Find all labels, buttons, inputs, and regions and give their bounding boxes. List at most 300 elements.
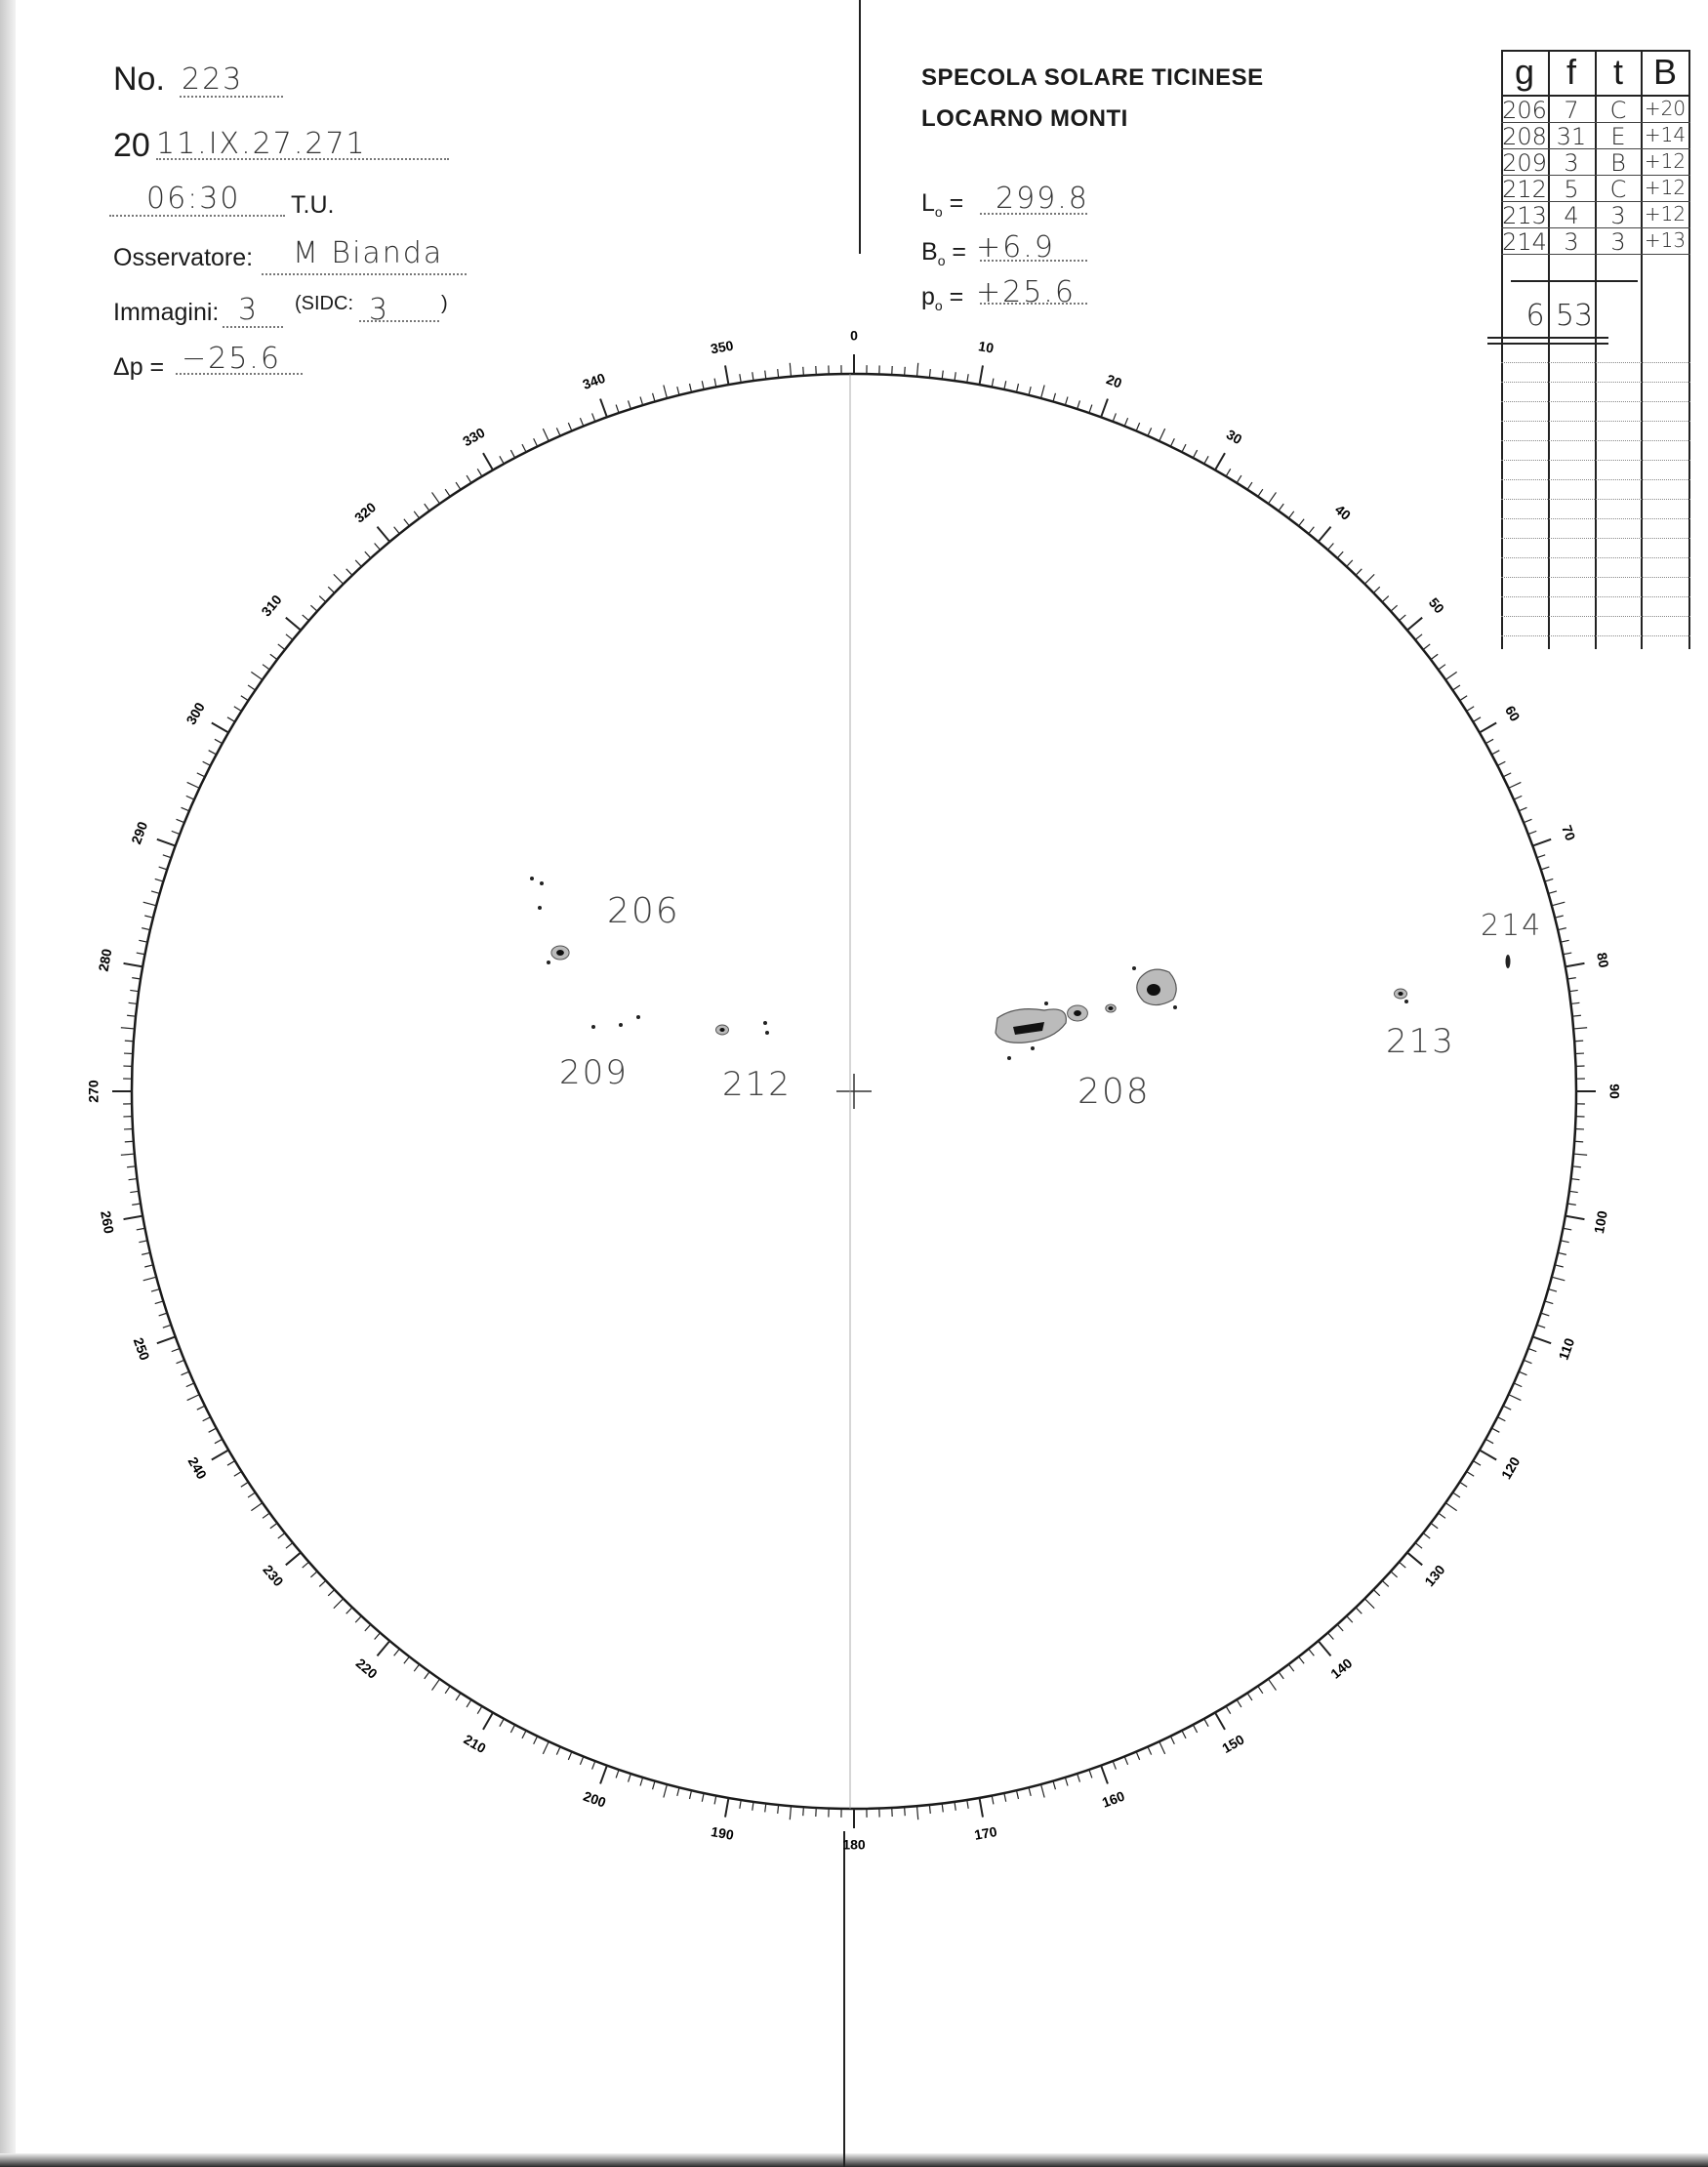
scale-tick: [543, 1741, 549, 1754]
scale-tick: [1572, 1166, 1581, 1167]
scale-tick: [121, 1154, 135, 1155]
scale-tick: [992, 379, 994, 388]
scale-tick: [124, 963, 143, 966]
scale-tick: [1089, 1770, 1092, 1779]
group-208-spot-umbra: [1108, 1006, 1113, 1010]
scale-tick: [510, 450, 514, 458]
scale-tick: [1514, 1383, 1522, 1387]
scale-tick: [1309, 527, 1315, 534]
scale-label: 110: [1555, 1335, 1578, 1363]
scale-tick: [278, 644, 285, 650]
scale-tick: [203, 761, 211, 765]
scale-tick: [1237, 475, 1241, 483]
scale-tick: [177, 819, 184, 822]
scale-tick: [483, 453, 493, 470]
number-value: 223: [182, 62, 244, 97]
scale-tick: [1347, 1616, 1353, 1623]
scale-tick: [310, 605, 317, 611]
scale-tick: [355, 1616, 361, 1623]
table-cell-f: 3: [1564, 228, 1579, 256]
scale-tick: [1373, 1590, 1379, 1596]
table-cell-g: 214: [1502, 228, 1547, 256]
table-cell-B: +13: [1644, 228, 1687, 252]
sidc-value: 3: [369, 293, 390, 327]
scale-tick: [143, 1277, 157, 1281]
scale-tick: [1247, 482, 1252, 490]
scale-tick: [1532, 839, 1551, 846]
scale-tick: [248, 685, 255, 690]
scale-tick: [483, 1713, 493, 1730]
images-label: Immagini:: [113, 299, 220, 326]
scale-tick: [1415, 1543, 1422, 1549]
b0-label: $B_o$ =: [921, 238, 967, 268]
scale-tick: [445, 1686, 450, 1693]
scale-tick: [803, 367, 804, 376]
col-header-g: g: [1514, 52, 1535, 92]
scale-tick: [1460, 1482, 1468, 1487]
scale-tick: [1485, 1439, 1493, 1443]
scale-tick: [1247, 1693, 1252, 1700]
b0-value: +6.9: [976, 230, 1055, 265]
scale-tick: [182, 807, 189, 811]
table-cell-f: 31: [1556, 123, 1587, 150]
scale-tick: [1552, 1277, 1566, 1281]
scale-tick: [1319, 527, 1331, 542]
scale-tick: [1399, 615, 1405, 621]
scale-tick: [1101, 399, 1108, 418]
scale-tick: [905, 367, 906, 376]
scale-tick: [163, 855, 172, 858]
scale-tick: [414, 511, 419, 518]
scale-tick: [263, 1513, 269, 1518]
group-206-spot-umbra: [556, 950, 564, 956]
scale-tick: [1545, 879, 1554, 881]
scale-tick: [1268, 492, 1276, 503]
scale-tick: [1497, 1417, 1505, 1421]
scale-tick: [365, 1624, 371, 1631]
group-label-206: 206: [607, 891, 680, 931]
scale-tick: [334, 1599, 344, 1609]
scale-tick: [1528, 831, 1536, 834]
scale-tick: [414, 1664, 419, 1671]
scale-label: 270: [85, 1080, 102, 1103]
scale-tick: [725, 1798, 728, 1818]
scale-tick: [1204, 1719, 1208, 1727]
scale-tick: [522, 444, 526, 452]
scale-tick: [500, 456, 504, 464]
scale-label: 210: [461, 1731, 489, 1757]
scale-tick: [1356, 569, 1362, 575]
scale-tick: [677, 387, 679, 395]
scale-tick: [752, 372, 753, 381]
group-206-dot: [540, 881, 544, 885]
scale-tick: [270, 1523, 277, 1528]
scale-label: 20: [1104, 371, 1124, 391]
scale-tick: [1514, 796, 1522, 799]
scale-tick: [425, 1672, 429, 1679]
scale-tick: [1480, 1451, 1496, 1460]
scale-tick: [1065, 1778, 1068, 1786]
table-cell-t: 3: [1610, 228, 1626, 256]
group-208-spot-umbra: [1074, 1010, 1081, 1016]
scale-tick: [942, 371, 943, 380]
scale-label: 190: [710, 1823, 736, 1843]
scale-tick: [1570, 1002, 1579, 1003]
scale-tick: [137, 1228, 145, 1230]
group-label-212: 212: [722, 1065, 792, 1104]
scale-tick: [752, 1802, 753, 1811]
scale-tick: [1431, 654, 1438, 659]
scale-tick: [286, 634, 293, 640]
scale-tick: [1364, 1599, 1374, 1609]
scale-tick: [929, 1805, 930, 1814]
scale-tick: [1555, 1265, 1564, 1267]
scale-tick: [1491, 751, 1499, 755]
scale-label: 160: [1099, 1787, 1127, 1811]
scale-label: 220: [352, 1655, 381, 1682]
scale-label: 30: [1223, 426, 1245, 448]
scale-tick: [1399, 1562, 1405, 1568]
scale-tick: [1485, 739, 1493, 743]
scale-tick: [1159, 429, 1165, 441]
scale-tick: [1089, 405, 1092, 414]
scale-tick: [1519, 807, 1526, 811]
time-unit: T.U.: [291, 191, 335, 219]
scale-tick: [182, 1371, 189, 1375]
scale-label: 250: [130, 1335, 153, 1363]
scale-tick: [568, 423, 572, 430]
scale-tick: [234, 707, 242, 712]
scale-tick: [702, 381, 704, 389]
scale-tick: [979, 1798, 982, 1818]
scale-tick: [629, 400, 631, 409]
scale-tick: [1268, 1679, 1276, 1690]
scale-tick: [1159, 1741, 1165, 1754]
scale-tick: [394, 527, 400, 534]
scale-tick: [1193, 1725, 1197, 1733]
scale-tick: [740, 374, 741, 383]
scale-tick: [1439, 665, 1445, 670]
scale-label: 140: [1327, 1655, 1356, 1682]
scale-tick: [1288, 511, 1293, 518]
scale-tick: [543, 429, 549, 441]
group-208-dot: [1044, 1002, 1048, 1005]
scale-tick: [1327, 1633, 1333, 1640]
scale-tick: [1541, 867, 1550, 870]
scale-tick: [1566, 963, 1585, 966]
scale-tick: [251, 1503, 262, 1511]
scale-tick: [467, 475, 471, 483]
scale-tick: [1452, 685, 1459, 690]
scale-tick: [1574, 1141, 1583, 1142]
scale-tick: [1148, 428, 1152, 435]
scale-tick: [1532, 1336, 1551, 1343]
scale-tick: [132, 978, 141, 979]
scale-tick: [187, 782, 200, 788]
observatory-name: SPECOLA SOLARE TICINESE: [921, 64, 1264, 91]
date-value: 11.IX.27.271: [156, 127, 367, 161]
scale-tick: [778, 1805, 779, 1814]
scale-tick: [186, 796, 194, 799]
scale-tick: [979, 365, 982, 385]
date-prefix: 20: [113, 127, 150, 164]
scale-tick: [310, 1572, 317, 1577]
scale-tick: [1101, 1766, 1108, 1784]
scale-tick: [664, 1784, 668, 1798]
scale-tick: [286, 1543, 293, 1549]
table-cell-B: +14: [1644, 123, 1687, 146]
dp-value: −25.6: [182, 342, 281, 376]
scale-tick: [1029, 387, 1031, 395]
scale-tick: [1528, 1348, 1536, 1351]
scale-tick: [365, 552, 371, 558]
scale-tick: [653, 1781, 655, 1790]
scale-tick: [1445, 1503, 1456, 1511]
scale-tick: [1016, 1790, 1018, 1799]
scale-tick: [1473, 1461, 1481, 1466]
scale-tick: [142, 928, 150, 930]
scale-tick: [1548, 1289, 1557, 1291]
scale-tick: [1029, 1787, 1031, 1796]
group-208-follower-umbra: [1147, 984, 1160, 996]
scale-tick: [1473, 717, 1481, 722]
group-209-dot: [591, 1025, 595, 1029]
scale-tick: [1113, 1761, 1116, 1769]
scale-tick: [967, 1800, 968, 1809]
scale-tick: [592, 1761, 595, 1769]
scale-tick: [477, 1706, 482, 1714]
scale-tick: [377, 527, 389, 542]
scale-tick: [1573, 1028, 1587, 1029]
scale-tick: [1391, 1572, 1398, 1577]
scale-tick: [157, 1336, 176, 1343]
table-cell-B: +12: [1644, 202, 1687, 225]
scale-tick: [127, 1166, 136, 1167]
scale-label: 240: [184, 1453, 211, 1482]
group-209-dot: [636, 1015, 640, 1019]
scale-tick: [790, 363, 791, 377]
table-cell-g: 209: [1502, 149, 1547, 177]
scale-tick: [1041, 1784, 1045, 1798]
table-cell-g: 212: [1502, 176, 1547, 203]
scale-tick: [1570, 1179, 1579, 1180]
scale-tick: [477, 469, 482, 476]
scale-tick: [241, 696, 249, 701]
scale-tick: [1572, 1015, 1581, 1016]
scale-tick: [197, 1406, 205, 1410]
scale-tick: [377, 1641, 389, 1656]
scale-tick: [1491, 1428, 1499, 1432]
scale-tick: [130, 990, 139, 991]
scale-tick: [1204, 456, 1208, 464]
scale-tick: [1319, 1641, 1331, 1656]
images-value: 3: [238, 293, 260, 327]
scale-label: 180: [842, 1836, 866, 1853]
scale-tick: [1467, 707, 1475, 712]
scale-tick: [1382, 1580, 1389, 1586]
scale-tick: [270, 654, 277, 659]
scale-tick: [346, 569, 352, 575]
scale-tick: [215, 1439, 223, 1443]
scale-tick: [1524, 1360, 1531, 1363]
scale-tick: [172, 1348, 180, 1351]
scale-tick: [137, 953, 145, 955]
scale-label: 40: [1331, 501, 1355, 523]
scale-tick: [1193, 450, 1197, 458]
scale-tick: [346, 1608, 352, 1614]
scale-tick: [1431, 1523, 1438, 1528]
scale-tick: [714, 379, 716, 388]
scale-tick: [600, 399, 607, 418]
total-spots: 53: [1555, 299, 1594, 333]
scale-label: 90: [1606, 1084, 1623, 1099]
group-208-dot: [1007, 1056, 1011, 1060]
scale-tick: [1452, 1492, 1459, 1497]
scale-tick: [629, 1774, 631, 1782]
scale-tick: [640, 397, 643, 406]
scale-tick: [157, 839, 176, 846]
scale-label: 290: [128, 819, 151, 846]
table-cell-B: +20: [1644, 97, 1687, 120]
scale-tick: [1148, 1746, 1152, 1754]
scale-tick: [510, 1725, 514, 1733]
scale-label: 130: [1421, 1561, 1448, 1590]
scale-label: 10: [977, 338, 996, 356]
scale-tick: [215, 739, 223, 743]
scale-tick: [355, 560, 361, 567]
scale-tick: [286, 1552, 301, 1565]
scale-tick: [1407, 618, 1422, 631]
table-cell-f: 7: [1564, 97, 1579, 124]
scale-tick: [955, 372, 956, 381]
scale-tick: [1182, 444, 1186, 452]
scale-label: 100: [1590, 1209, 1610, 1235]
scale-tick: [1299, 1656, 1305, 1663]
scale-tick: [1170, 438, 1174, 446]
scale-tick: [653, 393, 655, 402]
scale-tick: [534, 1737, 538, 1744]
scale-tick: [432, 1679, 440, 1690]
table-cell-t: B: [1610, 149, 1626, 177]
scale-tick: [404, 1656, 410, 1663]
l0-label: $L_o$ =: [921, 189, 964, 220]
scale-tick: [1569, 1191, 1578, 1192]
scale-label: 310: [258, 592, 285, 620]
scale-tick: [664, 386, 668, 399]
scale-tick: [568, 1752, 572, 1760]
scale-tick: [456, 1693, 461, 1700]
group-214-spot: [1506, 955, 1511, 968]
scale-tick: [1215, 453, 1225, 470]
scale-tick: [151, 1289, 160, 1291]
scale-tick: [1279, 504, 1283, 511]
scale-tick: [1136, 1752, 1140, 1760]
scale-tick: [1299, 519, 1305, 526]
total-groups: 6: [1525, 299, 1545, 333]
scale-tick: [227, 1461, 235, 1466]
scale-tick: [1558, 1252, 1566, 1254]
table-cell-t: 3: [1610, 202, 1626, 229]
scale-tick: [1524, 819, 1531, 822]
scale-tick: [125, 1041, 134, 1042]
table-cell-f: 3: [1564, 149, 1579, 177]
scale-tick: [1279, 1672, 1283, 1679]
group-213-spot-umbra: [1398, 992, 1403, 996]
scale-tick: [212, 1451, 228, 1460]
scale-tick: [725, 365, 728, 385]
scale-tick: [1552, 902, 1566, 906]
table-cell-g: 206: [1502, 97, 1547, 124]
scale-tick: [467, 1699, 471, 1707]
scale-tick: [197, 773, 205, 777]
scale-tick: [556, 428, 560, 435]
scale-tick: [967, 374, 968, 383]
scale-tick: [1563, 1228, 1571, 1230]
scale-tick: [1460, 696, 1468, 701]
scale-tick: [714, 1795, 716, 1804]
time-value: 06:30: [146, 182, 241, 216]
scale-tick: [144, 1265, 153, 1267]
scale-tick: [616, 1770, 619, 1779]
scale-tick: [1078, 400, 1080, 409]
scale-tick: [1078, 1774, 1080, 1782]
scale-tick: [1136, 423, 1140, 430]
group-208-dot: [1132, 966, 1136, 970]
scale-tick: [328, 587, 334, 593]
scale-tick: [1480, 723, 1496, 733]
scale-label: 170: [972, 1823, 998, 1843]
scale-tick: [1548, 891, 1557, 893]
scale-tick: [212, 723, 228, 733]
scale-tick: [1558, 928, 1566, 930]
scale-label: 0: [850, 327, 858, 344]
scale-tick: [1545, 1301, 1554, 1304]
observer-label: Osservatore:: [113, 244, 254, 271]
scale-tick: [1567, 978, 1576, 979]
col-header-t: t: [1612, 52, 1623, 92]
scale-tick: [303, 615, 309, 621]
scale-tick: [155, 879, 164, 881]
scale-tick: [124, 1216, 143, 1219]
scale-tick: [690, 1790, 692, 1799]
scale-tick: [702, 1793, 704, 1802]
scale-tick: [1226, 1706, 1231, 1714]
scale-tick: [1467, 1471, 1475, 1476]
table-cell-f: 5: [1564, 176, 1579, 203]
scale-tick: [765, 1804, 766, 1813]
scale-tick: [1561, 1241, 1569, 1243]
scale-tick: [159, 1313, 168, 1316]
scale-tick: [1004, 381, 1006, 389]
scale-tick: [375, 1633, 381, 1640]
scale-tick: [1566, 1216, 1585, 1219]
scale-tick: [790, 1806, 791, 1819]
scale-tick: [1537, 855, 1546, 858]
scale-label: 260: [98, 1209, 118, 1235]
group-label-214: 214: [1481, 909, 1543, 943]
scale-tick: [1555, 916, 1564, 918]
observatory-location: LOCARNO MONTI: [921, 105, 1128, 132]
scale-tick: [251, 672, 262, 679]
scale-tick: [1497, 761, 1505, 765]
scale-label: 120: [1497, 1453, 1524, 1482]
scale-tick: [1258, 489, 1263, 496]
scale-tick: [1053, 1781, 1055, 1790]
scale-tick: [803, 1807, 804, 1816]
col-header-B: B: [1652, 52, 1677, 92]
number-label: No.: [113, 61, 165, 98]
scale-label: 230: [260, 1561, 287, 1590]
